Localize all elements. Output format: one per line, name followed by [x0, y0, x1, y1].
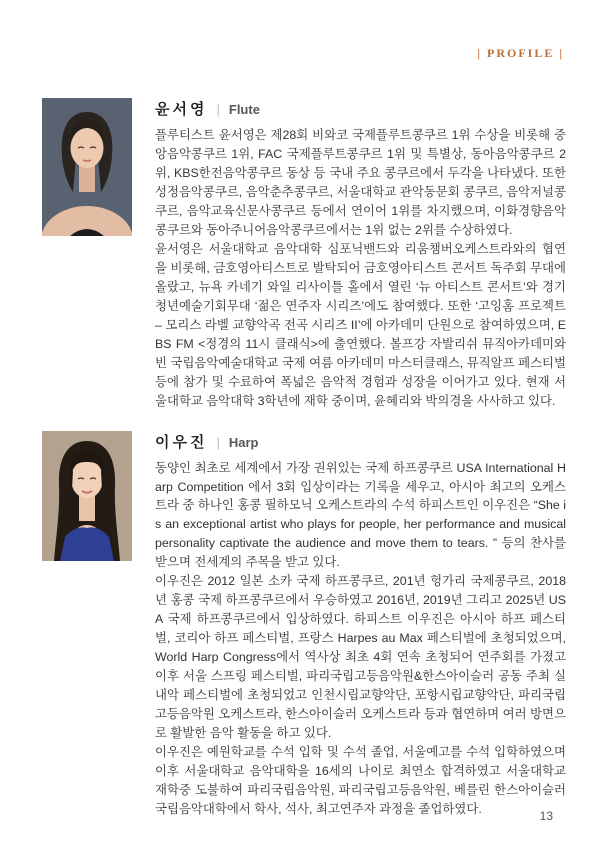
bio-paragraph: 플루티스트 윤서영은 제28회 비와코 국제플루트콩쿠르 1위 수상을 비롯해 중앙음악콩쿠르 1위, FAC 국제플루트콩쿠르 1위 및 특별상, 동아음악콩쿠르 2위, KBS한전음악콩쿠르 동상 등 국내 주요 콩쿠르에서 두각을 나타냈다. 또한 성정음악콩쿠르, 음악춘추콩쿠르, 서울대학교 관악동문회 콩쿠르, 음악저널콩쿠르, 음악교육신문사콩쿠르 등에서 연이어 1위를 차지했으며, 이화경향음악콩쿠르와 동아주니어음악콩쿠르에서는 1위 없는 2위를 수상하였다.: [155, 128, 566, 237]
musician-name: 이우진: [155, 433, 208, 451]
bio-paragraph: 윤서영은 서울대학교 음악대학 심포닉밴드와 리움챔버오케스트라와의 협연을 비롯해, 금호영아티스트로 발탁되어 금호영아티스트 콘서트 독주회 무대에 올랐고, 뉴욕 카네기 와일 리사이틀 홀에서 열린 ‘뉴 아티스트 콘서트’와 경기청년예술기회무대 ‘젊은 연주자 시리즈’에도 참여했다. 또한 ‘고잉홈 프로젝트 – 모리스 라벨 교향악곡 전곡 시리즈 II’에 아카데미 단원으로 참여하였으며, EBS FM <정경의 11시 클래식>에 출연했다. 볼프강 자발리쉬 뮤직아카데미와 빈 국립음악예술대학교 국제 여름 아카데미 마스터클래스, 뮤직알프 페스티벌 등에 참가 및 수료하여 폭넓은 음악적 경험과 성장을 이어가고 있다. 현재 서울대학교 음악대학 3학년에 재학 중이며, 윤혜리와 박의경을 사사하고 있다.: [155, 241, 566, 408]
profile-content-harp: [155, 431, 566, 819]
instrument-label: Harp: [228, 434, 259, 450]
page-number: 13: [539, 809, 553, 823]
profile-name-row: [155, 98, 566, 119]
musician-name: 윤서영: [155, 101, 208, 118]
profile-header-label: | PROFILE |: [477, 46, 564, 60]
page-header: [0, 0, 600, 62]
bio-paragraph: 이우진은 2012 일본 소카 국제 하프콩쿠르, 201년 헝가리 국제콩쿠르, 2018년 홍콩 국제 하프콩쿠르에서 우승하였고 2016년, 2019년 그리고 2025년 USA 국제 하프콩쿠르에서 입상하였다. 하피스트 이우진은 아시아 하프 페스티벌, 코리아 하프 페스티벌, 프랑스 Harpes au Max 페스티벌에 초청되었으며, World Harp Congress에서 역사상 최초 4회 연속 초청되어 연주회를 가졌고 이후 서울 스프링 페스티벌, 파리국립고등음악원&한스아이슬러 공동 주최 실내악 페스티벌에 초청되었고 인천시립교향악단, 포항시립교향악단, 파리국립고등음악원 오케스트라, 한스아이슬러 오케스트라 등과 협연하며 여러 방면으로 활발한 음악 활동을 하고 있다.: [155, 574, 566, 741]
name-instrument-divider: |: [216, 102, 220, 117]
profile-content-flute: [155, 98, 566, 411]
bio-paragraph: 동양인 최초로 세계에서 가장 권위있는 국제 하프콩쿠르 USA International Harp Competition 에서 3회 입상이라는 기록을 세우고, 아시아 최고의 오케스트라 중 하나인 홍콩 필하모닉 오케스트라의 수석 하피스트인 이우진은 “She is an exceptional artist who plays for people, her performance and musical personality captivate the audience and move them to tears. ” 등의 찬사를 받으며 전세계의 주목을 받고 있다.: [155, 460, 566, 570]
instrument-label: Flute: [228, 102, 260, 117]
profile-section-harp: [42, 431, 566, 819]
profile-name-row: [155, 431, 566, 452]
profile-photo-flute: [42, 98, 132, 236]
bio-paragraph: 이우진은 예원학교를 수석 입학 및 수석 졸업, 서울예고를 수석 입학하였으며 이후 서울대학교 음악대학을 16세의 나이로 최연소 합격하였고 서울대학교 재학중 도불하여 파리국립음악원, 파리국립고등음악원, 베를린 한스아이슬러 국립음악대학에서 학사, 석사, 최고연주자 과정을 졸업하였다.: [155, 745, 566, 816]
profile-photo-harp: [42, 431, 132, 561]
portrait-image: [42, 98, 132, 236]
portrait-image: [42, 431, 132, 561]
profile-section-flute: [42, 98, 566, 411]
name-instrument-divider: |: [216, 434, 220, 450]
